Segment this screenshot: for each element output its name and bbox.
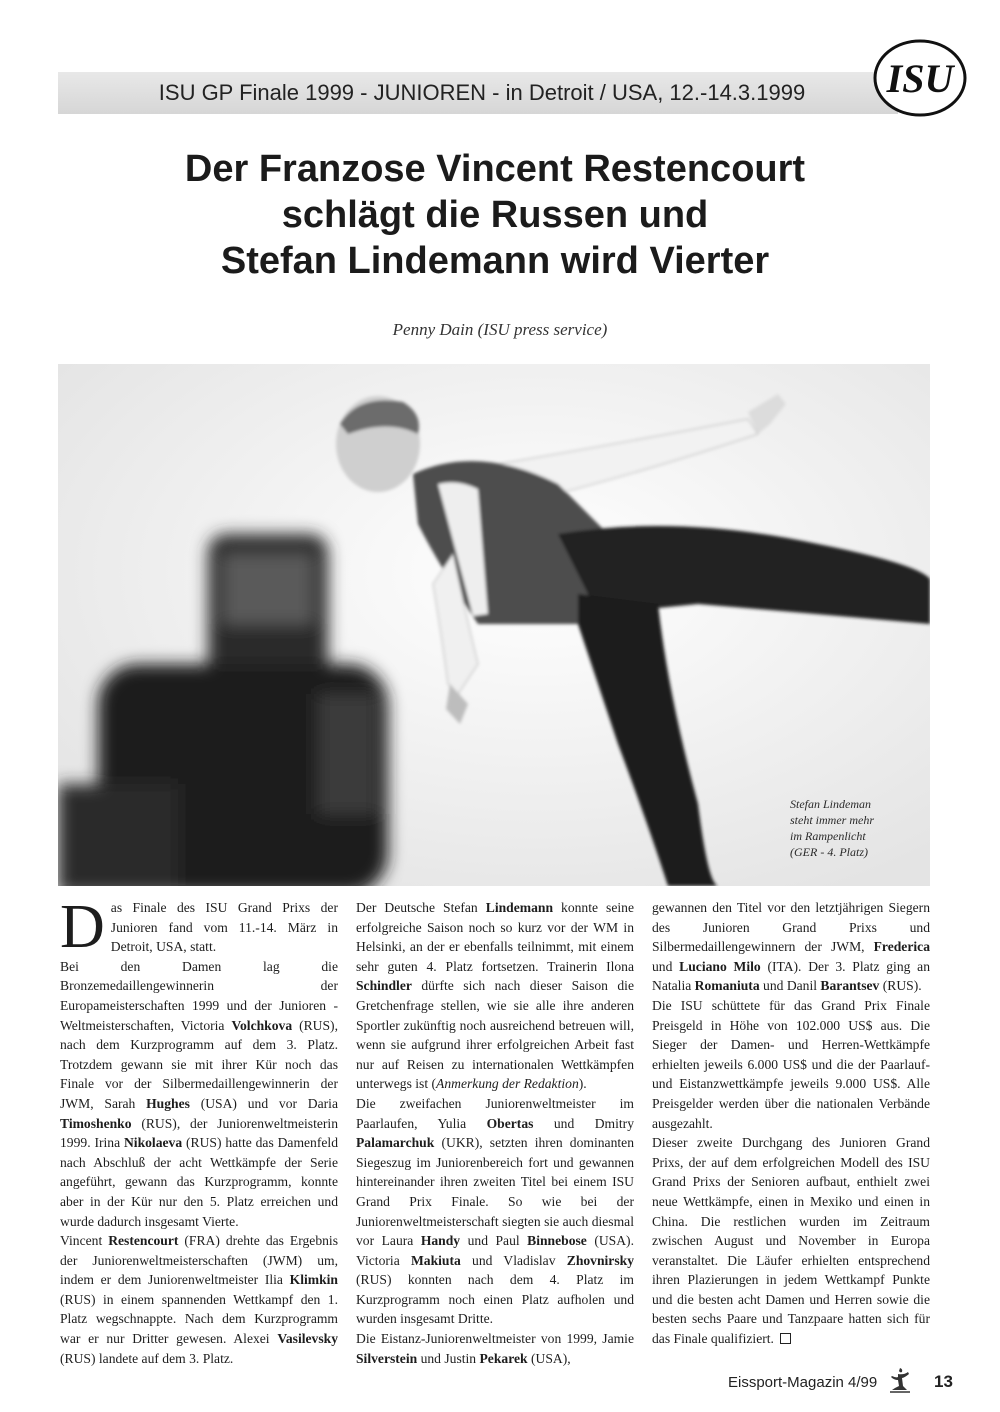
text: (RUS) landete auf dem 3. Platz. bbox=[60, 1350, 234, 1366]
athlete-name: Nikolaeva bbox=[123, 1135, 183, 1151]
article-column-3 bbox=[652, 898, 930, 1349]
text: und Dmitry bbox=[533, 1115, 634, 1131]
athlete-name: Restencourt bbox=[108, 1233, 179, 1249]
paragraph bbox=[60, 1231, 338, 1368]
athlete-name: Romaniuta bbox=[694, 978, 760, 994]
text: (RUS). bbox=[879, 978, 922, 994]
article-column-1 bbox=[60, 893, 338, 1368]
text: dürfte sich nach dieser Saison die Gretchenfrage stellen, wie sie alle ihre anderen Sportler zukünftig noch ausreichend betreuen will, wenn sie aufgrund ihrer erfolgreichen Arbeit fast nur auf Reisen zu internationalen Wettkämpfen unterwegs ist ( bbox=[356, 978, 634, 1092]
end-mark-icon bbox=[780, 1333, 791, 1344]
athlete-name: Vasilevsky bbox=[277, 1331, 338, 1347]
athlete-name: Luciano Milo bbox=[679, 958, 761, 974]
text: ). bbox=[578, 1076, 587, 1092]
caption-line-3: im Rampenlicht bbox=[790, 829, 866, 843]
text: (RUS), nach dem Kurzprogramm auf dem 3. Platz. Trotzdem gewann sie mit ihrer Kür noch das Finale vor der Silbermedaillengewinnerin der JWM, Sarah bbox=[60, 1017, 338, 1111]
athlete-name: Barantsev bbox=[820, 978, 880, 994]
text: und bbox=[652, 958, 680, 974]
athlete-name: Lindemann bbox=[485, 900, 554, 915]
athlete-name: Hughes bbox=[146, 1095, 190, 1111]
paragraph bbox=[652, 1133, 930, 1349]
text: Dieser zweite Durchgang des Junioren Grand Prixs, der auf dem erfolgreichen Modell des ISU Grand Prixs der Senioren aufbaut, enthielt zwei neue Wettkämpfe, einen in Mexiko und einen in China. Die restlichen wurden im Zeitraum zwischen August und November in Europa veranstaltet. Die Läufer erhielten entsprechend ihren Plazierungen in jedem Wettkampf Punkte und die besten acht Damen und Herren sowie die besten sechs Paare und Tanzpaare hatten sich für das Finale qualifiziert. bbox=[652, 1135, 930, 1347]
athlete-name: Binnebose bbox=[527, 1233, 587, 1249]
text: (RUS), der Juniorenweltmeisterin 1999. Irina bbox=[60, 1115, 338, 1151]
text: Die Eistanz-Juniorenweltmeister von 1999, Jamie bbox=[356, 1331, 634, 1347]
headline-line-3: Stefan Lindemann wird Vierter bbox=[220, 240, 770, 282]
athlete-name: Frederica bbox=[873, 939, 930, 955]
text: (RUS) konnten nach dem 4. Platz im Kurzprogramm noch einen Platz aufholen und wurden insgesamt Dritte. bbox=[356, 1272, 634, 1327]
paragraph bbox=[60, 957, 338, 1231]
athlete-name: Schindler bbox=[356, 978, 412, 994]
athlete-name: Klimkin bbox=[289, 1272, 338, 1288]
athlete-name: Silverstein bbox=[356, 1350, 418, 1366]
paragraph: Die ISU schüttete für das Grand Prix Finale Preisgeld in Höhe von 102.000 US$ aus. Die Sieger der Damen- und Herren-Wettkämpfe erhielten jeweils 6.000 US$ und die der Paarlauf- und Eistanzwettkämpfe jeweils 9.000 US$. Alle Preisgelder werden über die nationalen Verbände ausgezahlt. bbox=[652, 997, 930, 1131]
editor-note: Anmerkung der Redaktion bbox=[436, 1076, 579, 1092]
caption-line-4: (GER - 4. Platz) bbox=[790, 845, 868, 859]
text: (RUS) in einem spannenden Wettkampf den 1. Platz wegschnappte. Nach dem Kurzprogramm war er nur Dritter gewesen. Alexei bbox=[60, 1291, 338, 1347]
skater-icon bbox=[888, 1366, 912, 1394]
paragraph bbox=[356, 1329, 634, 1368]
athlete-name: Makiuta bbox=[410, 1252, 461, 1268]
athlete-name: Palamarchuk bbox=[356, 1135, 435, 1151]
text: (USA) und vor Daria bbox=[189, 1095, 338, 1111]
headline-line-1: Der Franzose Vincent Restencourt bbox=[184, 148, 806, 190]
text: gewannen den Titel vor den letztjährigen Siegern des Junioren Grand Prixs und Silbermedaillengewinnern der JWM, bbox=[652, 900, 930, 955]
text: Der Deutsche Stefan bbox=[356, 900, 486, 915]
headline-line-2: schlägt die Russen und bbox=[281, 194, 709, 236]
article-column-2 bbox=[356, 898, 634, 1368]
text: und Justin bbox=[417, 1350, 480, 1366]
drop-cap: D bbox=[60, 893, 105, 961]
athlete-name: Obertas bbox=[486, 1115, 534, 1131]
page-footer bbox=[720, 1370, 960, 1396]
byline: Penny Dain (ISU press service) bbox=[392, 320, 608, 339]
athlete-name: Handy bbox=[420, 1233, 461, 1249]
photo-caption bbox=[790, 796, 908, 860]
text: und Vladislav bbox=[460, 1252, 567, 1268]
magazine-issue: Eissport-Magazin 4/99 bbox=[728, 1374, 878, 1391]
text: Die zweifachen Juniorenweltmeister im Paarlaufen, Yulia bbox=[356, 1095, 634, 1131]
logo-text: ISU bbox=[886, 56, 954, 101]
page-number: 13 bbox=[934, 1372, 953, 1391]
headline bbox=[100, 146, 890, 284]
text: as Finale des ISU Grand Prixs der Junioren fand vom 11.-14. März in Detroit, USA, statt. bbox=[110, 900, 338, 955]
athlete-name: Volchkova bbox=[231, 1017, 293, 1033]
text: Bei den Damen lag die Bronzemedaillengewinnerin der Europameisterschaften 1999 und der Junioren - Weltmeisterschaften, Victoria bbox=[60, 958, 338, 1033]
text: Vincent bbox=[60, 1233, 109, 1249]
header-banner-title: ISU GP Finale 1999 - JUNIOREN - in Detroit / USA, 12.-14.3.1999 bbox=[158, 80, 806, 105]
paragraph bbox=[652, 898, 930, 996]
athlete-name: Timoshenko bbox=[60, 1115, 132, 1131]
text: (USA). Victoria bbox=[356, 1233, 634, 1268]
text: (ITA). Der 3. Platz ging an Natalia bbox=[652, 958, 930, 994]
text: und Danil bbox=[759, 978, 821, 994]
caption-line-1: Stefan Lindeman bbox=[790, 797, 871, 811]
text: (RUS) hatte das Damenfeld nach Abschluß der acht Wettkämpfe der Serie angeführt, gewann das Kurzprogramm, konnte aber in der Kür nur den 5. Platz erreichen und wurde dadurch insgesamt Vierte. bbox=[60, 1135, 338, 1229]
text: und Paul bbox=[460, 1233, 528, 1249]
text: (UKR), setzten ihren dominanten Siegeszug im Juniorenbereich fort und gewannen hintereinander ihren zweiten Titel bei einem ISU Grand Prix Finale. So wie bei der Juniorenweltmeisterschaft siegten sie auch diesmal vor Laura bbox=[356, 1135, 634, 1249]
athlete-name: Pekarek bbox=[479, 1350, 528, 1366]
text: (USA), bbox=[527, 1350, 571, 1366]
caption-line-2: steht immer mehr bbox=[790, 813, 874, 827]
paragraph bbox=[356, 1094, 634, 1329]
text: konnte seine erfolgreiche Saison noch so kurz vor der WM in Helsinki, an der er ebenfalls teilnimmt, mit einem sehr guten 4. Platz fortsetzen. Trainerin Ilona bbox=[356, 900, 634, 974]
paragraph bbox=[356, 898, 634, 1094]
text: (FRA) drehte das Ergebnis der Juniorenweltmeisterschaften (JWM) um, indem er dem Juniorenweltmeister Ilia bbox=[60, 1233, 338, 1288]
paragraph bbox=[60, 893, 338, 961]
athlete-name: Zhovnirsky bbox=[566, 1252, 634, 1268]
isu-logo-icon bbox=[872, 38, 968, 118]
